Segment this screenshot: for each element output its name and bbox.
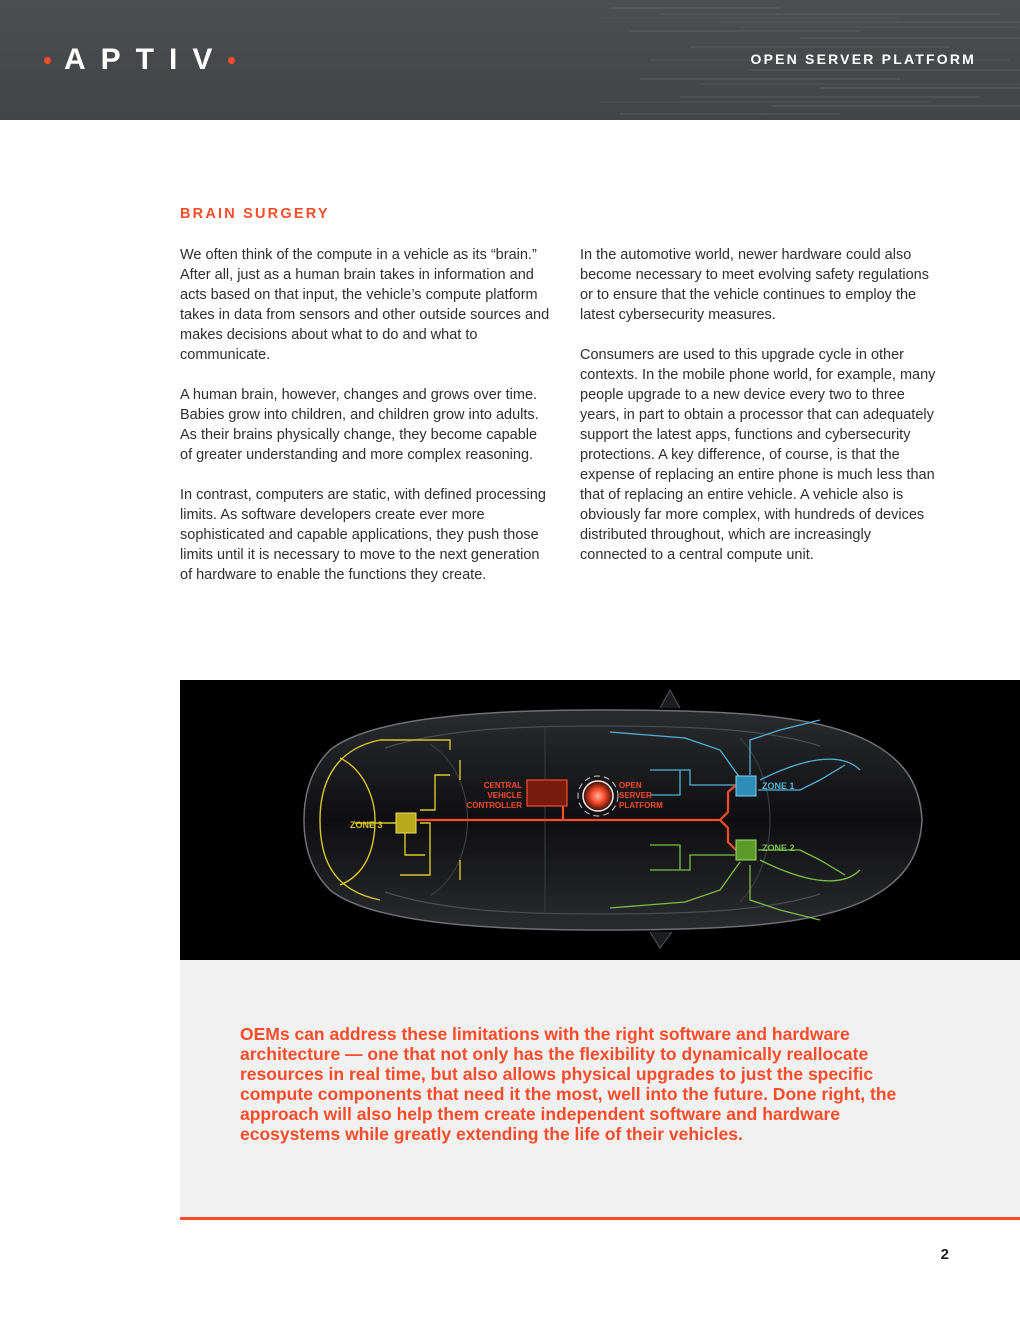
header-title: OPEN SERVER PLATFORM bbox=[750, 51, 976, 67]
right-column bbox=[580, 245, 940, 585]
page-header bbox=[0, 0, 1020, 120]
zone3-module bbox=[396, 813, 416, 833]
zone2-label: ZONE 2 bbox=[762, 843, 795, 853]
body-paragraph: In contrast, computers are static, with defined processing limits. As software developers create ever more sophisticated and capable applications, they push those limits until it is necessary to move to the next generation of hardware to enable the functions they create. bbox=[180, 487, 546, 583]
osp-label-line1: OPEN bbox=[619, 781, 642, 790]
aptiv-logo bbox=[44, 40, 235, 80]
left-column bbox=[180, 245, 550, 605]
callout-rule bbox=[180, 1217, 1020, 1220]
zone1-label: ZONE 1 bbox=[762, 781, 795, 791]
callout-box bbox=[180, 960, 1020, 1218]
zone2-module bbox=[736, 840, 756, 860]
cvc-label-line1: CENTRAL bbox=[483, 781, 522, 790]
callout-quote: OEMs can address these limitations with the right software and hardware architecture — one that not only has the flexibility to dynamically reallocate resources in real time, but also allows physical upgrades to just the specific compute components that need it the most, well into the future. Done right, the approach will also help them create independent software and hardware ecosystems while greatly extending the life of their vehicles. bbox=[240, 1024, 897, 1144]
vehicle-diagram-svg bbox=[180, 680, 1020, 960]
logo-dot-left bbox=[44, 57, 51, 64]
body-paragraph: A human brain, however, changes and grows over time. Babies grow into children, and children grow into adults. As their brains physically change, they become capable of greater understanding and more complex reasoning. bbox=[180, 387, 539, 463]
open-server-platform-module bbox=[583, 781, 613, 811]
zone1-module bbox=[736, 776, 756, 796]
logo-wordmark: APTIV bbox=[64, 43, 228, 76]
body-paragraph: In the automotive world, newer hardware could also become necessary to meet evolving safety regulations or to ensure that the vehicle continues to employ the latest cybersecurity measures. bbox=[580, 247, 929, 323]
central-vehicle-controller-module bbox=[527, 780, 567, 806]
cvc-label-line2: VEHICLE bbox=[487, 791, 522, 800]
osp-label-line2: SERVER bbox=[619, 791, 652, 800]
vehicle-architecture-diagram bbox=[180, 680, 1020, 960]
section-heading: BRAIN SURGERY bbox=[180, 206, 330, 222]
logo-dot-right bbox=[228, 57, 235, 64]
osp-label-line3: PLATFORM bbox=[619, 801, 663, 810]
body-paragraph: Consumers are used to this upgrade cycle in other contexts. In the mobile phone world, for example, many people upgrade to a new device every two to three years, in part to obtain a processor that can adequately support the latest apps, functions and cybersecurity protections. A key difference, of course, is that the expense of replacing an entire phone is much less than that of replacing an entire vehicle. A vehicle also is obviously far more complex, with hundreds of devices distributed throughout, which are increasingly connected to a central compute unit. bbox=[580, 347, 936, 563]
zone3-label: ZONE 3 bbox=[350, 820, 383, 830]
cvc-label-line3: CONTROLLER bbox=[466, 801, 522, 810]
body-paragraph: We often think of the compute in a vehicle as its “brain.” After all, just as a human brain takes in information and acts based on that input, the vehicle’s compute platform takes in data from sensors and other outside sources and makes decisions about what to do and what to communicate. bbox=[180, 247, 550, 363]
page-number: 2 bbox=[940, 1246, 949, 1263]
